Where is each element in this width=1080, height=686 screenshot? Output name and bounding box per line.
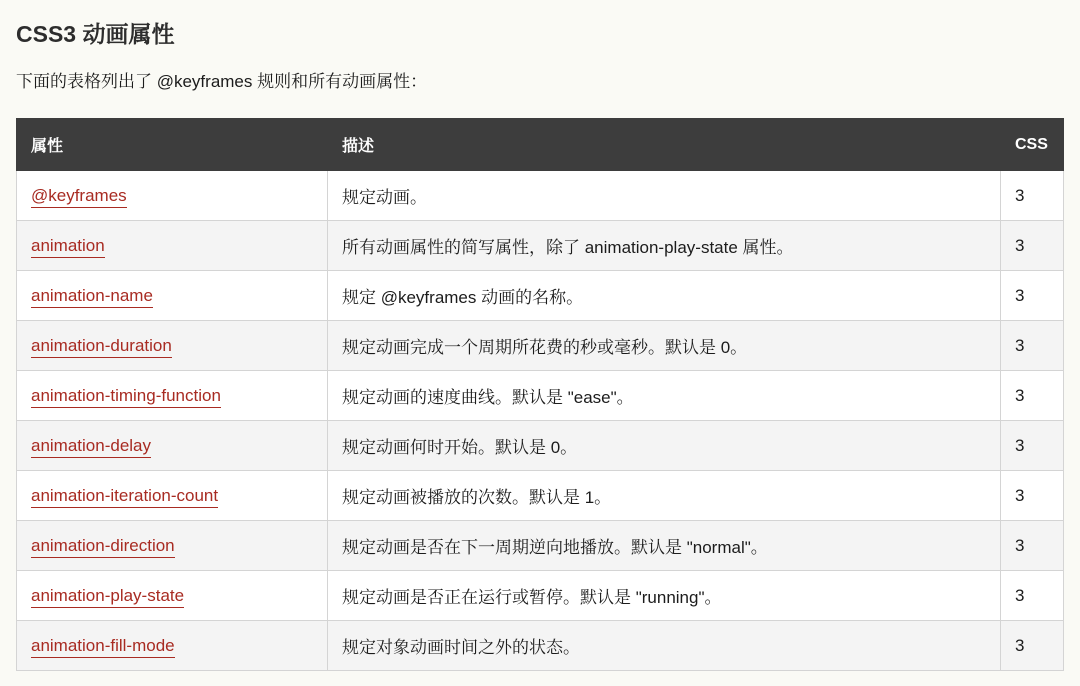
property-cell [17, 321, 328, 371]
table-row [17, 271, 1064, 321]
property-cell [17, 221, 328, 271]
description-cell: 规定 @keyframes 动画的名称。 [328, 271, 1001, 321]
css-version-cell: 3 [1001, 471, 1064, 521]
css-version-cell: 3 [1001, 221, 1064, 271]
property-link[interactable]: @keyframes [31, 186, 127, 208]
table-row [17, 421, 1064, 471]
property-cell [17, 471, 328, 521]
description-cell: 所有动画属性的简写属性，除了 animation-play-state 属性。 [328, 221, 1001, 271]
property-link[interactable]: animation-direction [31, 536, 175, 558]
intro-text: 下面的表格列出了 @keyframes 规则和所有动画属性： [16, 72, 428, 91]
description-cell: 规定动画是否正在运行或暂停。默认是 "running"。 [328, 571, 1001, 621]
table-header-row [17, 119, 1064, 171]
property-link[interactable]: animation-duration [31, 336, 172, 358]
table-row [17, 521, 1064, 571]
css-version-cell: 3 [1001, 621, 1064, 671]
property-cell [17, 521, 328, 571]
property-link[interactable]: animation [31, 236, 105, 258]
table-row [17, 321, 1064, 371]
property-cell [17, 371, 328, 421]
css-version-cell: 3 [1001, 421, 1064, 471]
property-cell [17, 421, 328, 471]
description-cell: 规定动画何时开始。默认是 0。 [328, 421, 1001, 471]
property-cell [17, 571, 328, 621]
table-row [17, 371, 1064, 421]
description-cell: 规定动画被播放的次数。默认是 1。 [328, 471, 1001, 521]
table-row [17, 471, 1064, 521]
table-row [17, 621, 1064, 671]
property-link[interactable]: animation-name [31, 286, 153, 308]
table-body [17, 171, 1064, 671]
header-cell-description: 描述 [328, 119, 1001, 171]
description-cell: 规定动画完成一个周期所花费的秒或毫秒。默认是 0。 [328, 321, 1001, 371]
css-version-cell: 3 [1001, 521, 1064, 571]
description-cell: 规定对象动画时间之外的状态。 [328, 621, 1001, 671]
table-row [17, 171, 1064, 221]
table-row [17, 221, 1064, 271]
css-version-cell: 3 [1001, 171, 1064, 221]
property-link[interactable]: animation-play-state [31, 586, 184, 608]
description-cell: 规定动画的速度曲线。默认是 "ease"。 [328, 371, 1001, 421]
table-row [17, 571, 1064, 621]
property-link[interactable]: animation-iteration-count [31, 486, 218, 508]
css-version-cell: 3 [1001, 371, 1064, 421]
css-version-cell: 3 [1001, 571, 1064, 621]
property-link[interactable]: animation-delay [31, 436, 151, 458]
header-cell-property: 属性 [17, 119, 328, 171]
header-cell-css: CSS [1001, 119, 1064, 171]
description-cell: 规定动画。 [328, 171, 1001, 221]
css-version-cell: 3 [1001, 271, 1064, 321]
css-version-cell: 3 [1001, 321, 1064, 371]
property-link[interactable]: animation-timing-function [31, 386, 221, 408]
page-title: CSS3 动画属性 [16, 21, 175, 47]
property-cell [17, 271, 328, 321]
property-link[interactable]: animation-fill-mode [31, 636, 175, 658]
description-cell: 规定动画是否在下一周期逆向地播放。默认是 "normal"。 [328, 521, 1001, 571]
property-cell [17, 171, 328, 221]
property-cell [17, 621, 328, 671]
properties-table [16, 118, 1064, 671]
